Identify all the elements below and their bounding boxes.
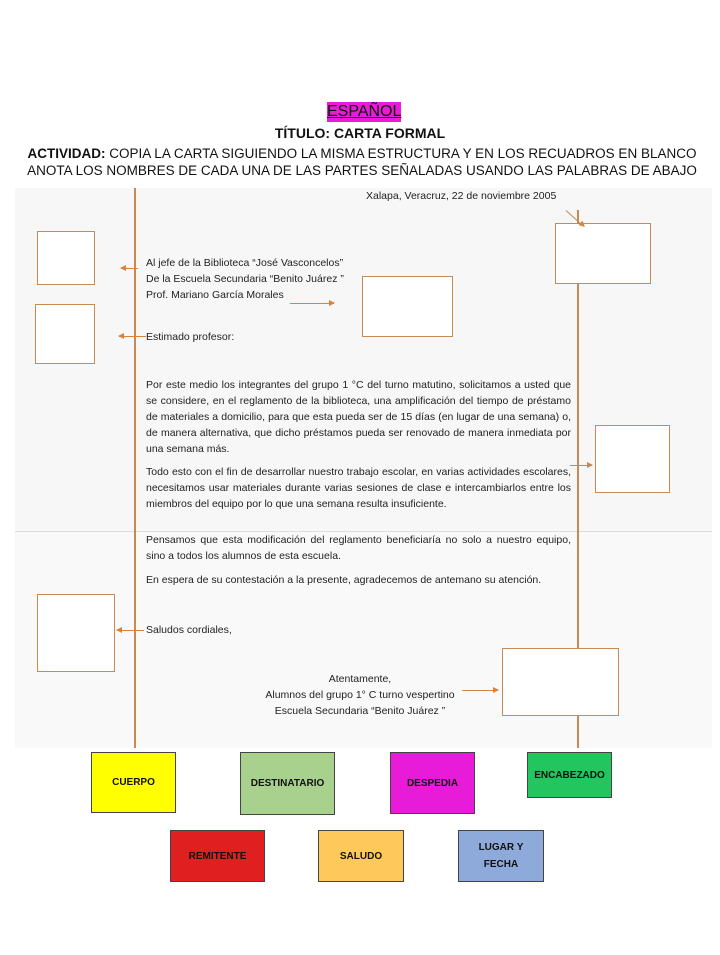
- body-paragraph-1: Por este medio los integrantes del grupo 1 °C del turno matutino, solicitamos a usted que se considere, en el reglamento de la biblioteca, una amplificación del tiempo de préstamo de materiales a domicilio, para que esta pueda ser de 15 días (en lugar de una semana) o, de manera alternativa, que dicho préstamos pueda ser renovado de manera inmediata por una semana más.: [146, 379, 571, 455]
- answer-box-sender[interactable]: [502, 648, 619, 716]
- arrow-sender: [462, 690, 498, 691]
- arrow-closing: [117, 630, 144, 631]
- word-encabezado: ENCABEZADO: [527, 752, 612, 798]
- place-date: Xalapa, Veracruz, 22 de noviembre 2005: [366, 190, 557, 202]
- page-title: TÍTULO: CARTA FORMAL: [274, 125, 446, 141]
- answer-box-heading[interactable]: [362, 276, 453, 337]
- word-destinatario: DESTINATARIO: [240, 752, 335, 815]
- instructions: [6, 145, 718, 179]
- body-paragraph-3: Pensamos que esta modificación del reglamento beneficiaría no solo a nuestro equipo, sino a todos los alumnos de esta escuela.: [146, 534, 571, 562]
- signature-line-1: Atentamente,: [328, 673, 392, 685]
- answer-box-recipient[interactable]: [37, 231, 95, 285]
- instruction-text: COPIA LA CARTA SIGUIENDO LA MISMA ESTRUCTURA Y EN LOS RECUADROS EN BLANCO ANOTA LOS NOMBRES DE CADA UNA DE LAS PARTES SEÑALADAS USANDO LAS PALABRAS DE ABAJO: [27, 146, 697, 178]
- word-saludo: SALUDO: [318, 830, 404, 882]
- word-despedia: DESPEDIA: [390, 752, 475, 814]
- instruction-label: ACTIVIDAD:: [27, 146, 106, 161]
- signature-line-2: Alumnos del grupo 1° C turno vespertino: [265, 689, 455, 701]
- greeting: Estimado profesor:: [146, 331, 235, 343]
- recipient-line-2: De la Escuela Secundaria “Benito Juárez ”: [146, 273, 344, 285]
- word-cuerpo: CUERPO: [91, 752, 176, 813]
- answer-box-place-date[interactable]: [555, 223, 651, 284]
- arrow-body: [570, 465, 592, 466]
- answer-box-closing[interactable]: [37, 594, 115, 672]
- arrow-recipient: [121, 268, 138, 269]
- signature-line-3: Escuela Secundaria “Benito Juárez ”: [274, 705, 446, 717]
- arrow-greeting: [119, 336, 146, 337]
- recipient-line-3: Prof. Mariano García Morales: [146, 289, 284, 301]
- word-lugar-fecha: LUGAR Y FECHA: [458, 830, 544, 882]
- left-margin-line: [134, 188, 136, 748]
- answer-box-body[interactable]: [595, 425, 670, 493]
- closing: Saludos cordiales,: [146, 624, 232, 636]
- arrow-heading: [290, 303, 334, 304]
- word-remitente: REMITENTE: [170, 830, 265, 882]
- recipient-line-1: Al jefe de la Biblioteca “José Vasconcelos”: [146, 257, 344, 269]
- answer-box-greeting[interactable]: [35, 304, 95, 364]
- subject-title: ESPAÑOL: [327, 103, 402, 120]
- body-paragraph-4: En espera de su contestación a la presente, agradecemos de antemano su atención.: [146, 574, 542, 586]
- body-paragraph-2: Todo esto con el fin de desarrollar nuestro trabajo escolar, en varias actividades escolares, necesitamos usar materiales durante varias sesiones de clase e intercambiarlos entre los miembros del equipo por lo que una semana resulta insuficiente.: [146, 466, 571, 510]
